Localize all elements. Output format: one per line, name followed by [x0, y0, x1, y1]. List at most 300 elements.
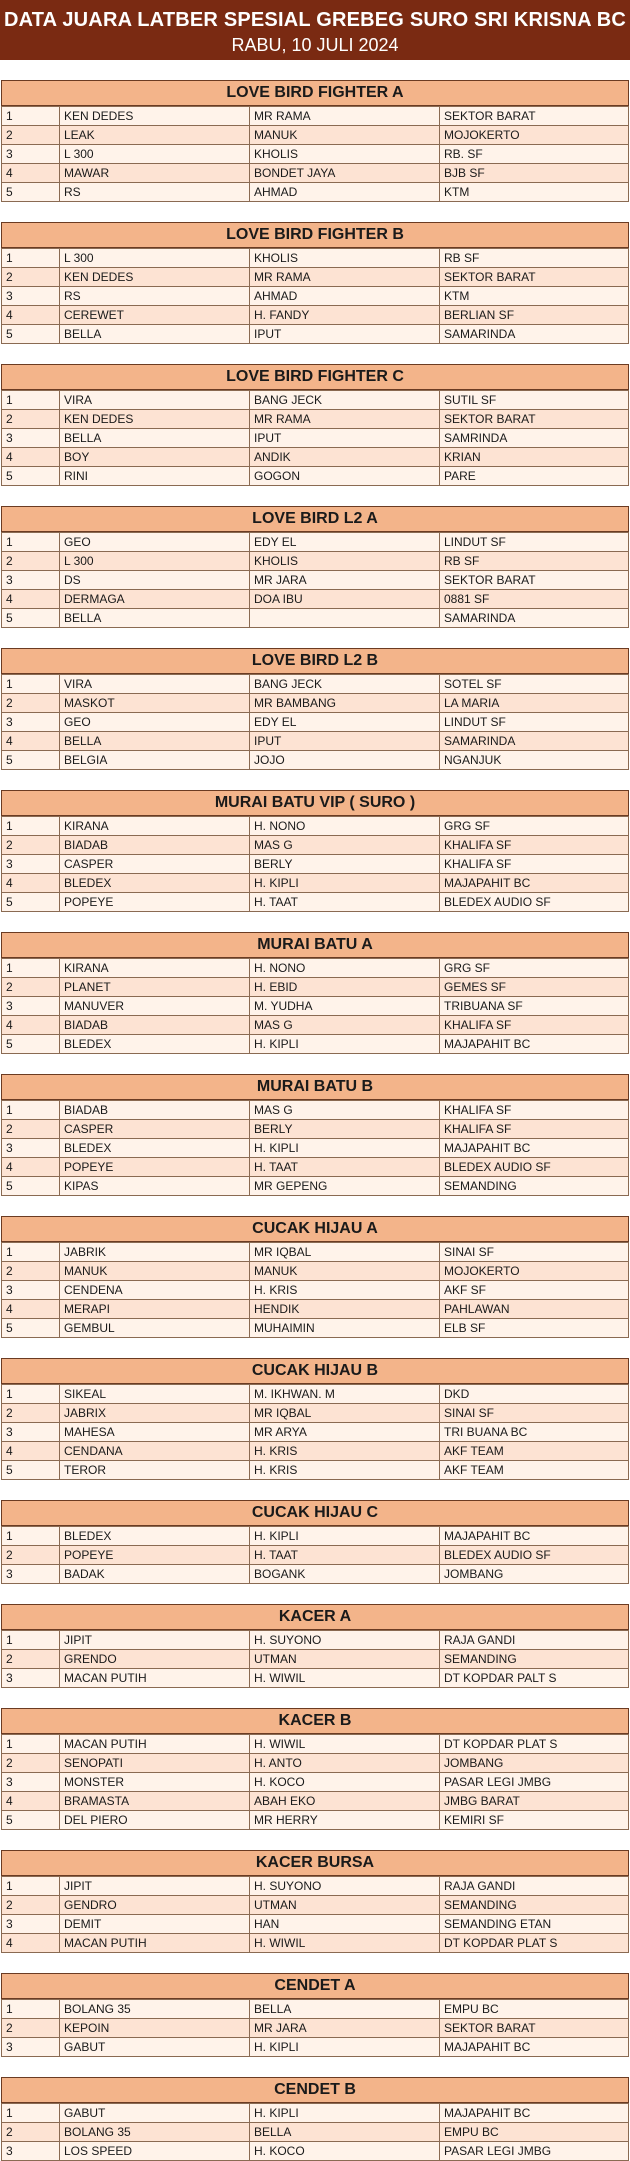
table-row — [2, 1650, 629, 1669]
rank-cell: 2 — [2, 1262, 60, 1281]
rank-cell: 5 — [2, 1461, 60, 1480]
owner-cell: H. KIPLI — [250, 1527, 440, 1546]
table-row — [2, 410, 629, 429]
bird-name-cell: L 300 — [60, 552, 250, 571]
team-cell: EMPU BC — [440, 2123, 629, 2142]
table-row — [2, 325, 629, 344]
results-table — [1, 958, 629, 1054]
results-table — [1, 1242, 629, 1338]
bird-name-cell: VIRA — [60, 675, 250, 694]
rank-cell: 2 — [2, 1404, 60, 1423]
owner-cell: MR IQBAL — [250, 1243, 440, 1262]
category-section — [1, 2077, 629, 2161]
table-row — [2, 1158, 629, 1177]
bird-name-cell: LEAK — [60, 126, 250, 145]
table-row — [2, 1177, 629, 1196]
team-cell: SEKTOR BARAT — [440, 2019, 629, 2038]
bird-name-cell: MERAPI — [60, 1300, 250, 1319]
team-cell: DT KOPDAR PLAT S — [440, 1934, 629, 1953]
table-row — [2, 448, 629, 467]
rank-cell: 2 — [2, 836, 60, 855]
table-row — [2, 2038, 629, 2057]
bird-name-cell: KIRANA — [60, 817, 250, 836]
rank-cell: 2 — [2, 268, 60, 287]
owner-cell: HAN — [250, 1915, 440, 1934]
category-title: CUCAK HIJAU C — [1, 1500, 629, 1526]
owner-cell: BANG JECK — [250, 391, 440, 410]
bird-name-cell: BIADAB — [60, 836, 250, 855]
bird-name-cell: MANUK — [60, 1262, 250, 1281]
category-section — [1, 506, 629, 628]
rank-cell: 1 — [2, 675, 60, 694]
category-title: CUCAK HIJAU A — [1, 1216, 629, 1242]
team-cell: DT KOPDAR PALT S — [440, 1669, 629, 1688]
results-table — [1, 1876, 629, 1953]
team-cell: AKF SF — [440, 1281, 629, 1300]
bird-name-cell: MACAN PUTIH — [60, 1735, 250, 1754]
team-cell: KHALIFA SF — [440, 1101, 629, 1120]
table-row — [2, 1934, 629, 1953]
owner-cell: JOJO — [250, 751, 440, 770]
bird-name-cell: BOLANG 35 — [60, 2000, 250, 2019]
bird-name-cell: CENDANA — [60, 1442, 250, 1461]
bird-name-cell: BOY — [60, 448, 250, 467]
bird-name-cell: BELLA — [60, 732, 250, 751]
results-table — [1, 1734, 629, 1830]
bird-name-cell: BELLA — [60, 325, 250, 344]
table-row — [2, 306, 629, 325]
team-cell: KTM — [440, 287, 629, 306]
category-title: CENDET B — [1, 2077, 629, 2103]
bird-name-cell: PLANET — [60, 978, 250, 997]
bird-name-cell: MAWAR — [60, 164, 250, 183]
team-cell: JOMBANG — [440, 1565, 629, 1584]
table-row — [2, 287, 629, 306]
table-row — [2, 1735, 629, 1754]
team-cell: NGANJUK — [440, 751, 629, 770]
bird-name-cell: VIRA — [60, 391, 250, 410]
team-cell: PAHLAWAN — [440, 1300, 629, 1319]
rank-cell: 1 — [2, 391, 60, 410]
owner-cell: H. TAAT — [250, 1158, 440, 1177]
bird-name-cell: JABRIK — [60, 1243, 250, 1262]
bird-name-cell: BLEDEX — [60, 1035, 250, 1054]
bird-name-cell: GABUT — [60, 2038, 250, 2057]
team-cell: BLEDEX AUDIO SF — [440, 1158, 629, 1177]
owner-cell: BELLA — [250, 2000, 440, 2019]
owner-cell — [250, 609, 440, 628]
owner-cell: IPUT — [250, 732, 440, 751]
team-cell: MAJAPAHIT BC — [440, 2104, 629, 2123]
bird-name-cell: L 300 — [60, 249, 250, 268]
owner-cell: MR RAMA — [250, 268, 440, 287]
team-cell: RAJA GANDI — [440, 1631, 629, 1650]
rank-cell: 3 — [2, 1915, 60, 1934]
rank-cell: 1 — [2, 1735, 60, 1754]
rank-cell: 4 — [2, 1300, 60, 1319]
rank-cell: 5 — [2, 1035, 60, 1054]
table-row — [2, 1016, 629, 1035]
owner-cell: H. SUYONO — [250, 1877, 440, 1896]
owner-cell: MR RAMA — [250, 410, 440, 429]
category-title: MURAI BATU B — [1, 1074, 629, 1100]
team-cell: TRI BUANA BC — [440, 1423, 629, 1442]
rank-cell: 3 — [2, 1565, 60, 1584]
rank-cell: 2 — [2, 1754, 60, 1773]
table-row — [2, 571, 629, 590]
category-title: KACER A — [1, 1604, 629, 1630]
bird-name-cell: BRAMASTA — [60, 1792, 250, 1811]
team-cell: KHALIFA SF — [440, 836, 629, 855]
team-cell: SEMANDING — [440, 1177, 629, 1196]
bird-name-cell: KEN DEDES — [60, 410, 250, 429]
owner-cell: BERLY — [250, 1120, 440, 1139]
rank-cell: 2 — [2, 126, 60, 145]
table-row — [2, 1631, 629, 1650]
team-cell: AKF TEAM — [440, 1442, 629, 1461]
table-row — [2, 1527, 629, 1546]
table-row — [2, 1281, 629, 1300]
results-table — [1, 816, 629, 912]
rank-cell: 2 — [2, 1546, 60, 1565]
owner-cell: UTMAN — [250, 1650, 440, 1669]
team-cell: BLEDEX AUDIO SF — [440, 893, 629, 912]
rank-cell: 5 — [2, 1177, 60, 1196]
category-section — [1, 1604, 629, 1688]
bird-name-cell: BELGIA — [60, 751, 250, 770]
bird-name-cell: MONSTER — [60, 1773, 250, 1792]
team-cell: GRG SF — [440, 817, 629, 836]
category-section — [1, 1500, 629, 1584]
bird-name-cell: KIRANA — [60, 959, 250, 978]
rank-cell: 4 — [2, 306, 60, 325]
rank-cell: 4 — [2, 874, 60, 893]
table-row — [2, 1442, 629, 1461]
rank-cell: 2 — [2, 2019, 60, 2038]
rank-cell: 1 — [2, 1101, 60, 1120]
category-section — [1, 1973, 629, 2057]
rank-cell: 4 — [2, 1934, 60, 1953]
bird-name-cell: DS — [60, 571, 250, 590]
rank-cell: 5 — [2, 751, 60, 770]
owner-cell: AHMAD — [250, 183, 440, 202]
rank-cell: 4 — [2, 590, 60, 609]
team-cell: SEKTOR BARAT — [440, 571, 629, 590]
team-cell: KTM — [440, 183, 629, 202]
rank-cell: 5 — [2, 893, 60, 912]
bird-name-cell: DEL PIERO — [60, 1811, 250, 1830]
team-cell: ELB SF — [440, 1319, 629, 1338]
owner-cell: H. NONO — [250, 817, 440, 836]
category-title: LOVE BIRD FIGHTER C — [1, 364, 629, 390]
bird-name-cell: KEN DEDES — [60, 107, 250, 126]
results-table — [1, 1100, 629, 1196]
bird-name-cell: BELLA — [60, 429, 250, 448]
rank-cell: 4 — [2, 1792, 60, 1811]
rank-cell: 1 — [2, 1877, 60, 1896]
category-title: MURAI BATU A — [1, 932, 629, 958]
owner-cell: MR IQBAL — [250, 1404, 440, 1423]
rank-cell: 4 — [2, 164, 60, 183]
table-row — [2, 1120, 629, 1139]
table-row — [2, 694, 629, 713]
bird-name-cell: MASKOT — [60, 694, 250, 713]
category-section — [1, 1358, 629, 1480]
bird-name-cell: RINI — [60, 467, 250, 486]
rank-cell: 3 — [2, 1139, 60, 1158]
rank-cell: 4 — [2, 1158, 60, 1177]
table-row — [2, 1754, 629, 1773]
team-cell: SEKTOR BARAT — [440, 107, 629, 126]
category-title: LOVE BIRD FIGHTER A — [1, 80, 629, 106]
owner-cell: H. NONO — [250, 959, 440, 978]
team-cell: JOMBANG — [440, 1754, 629, 1773]
bird-name-cell: TEROR — [60, 1461, 250, 1480]
team-cell: SEKTOR BARAT — [440, 410, 629, 429]
table-row — [2, 1300, 629, 1319]
table-row — [2, 391, 629, 410]
table-row — [2, 107, 629, 126]
owner-cell: H. KIPLI — [250, 1139, 440, 1158]
bird-name-cell: L 300 — [60, 145, 250, 164]
bird-name-cell: MANUVER — [60, 997, 250, 1016]
team-cell: SAMARINDA — [440, 325, 629, 344]
owner-cell: HENDIK — [250, 1300, 440, 1319]
rank-cell: 3 — [2, 2142, 60, 2161]
table-row — [2, 1262, 629, 1281]
category-section — [1, 790, 629, 912]
bird-name-cell: DERMAGA — [60, 590, 250, 609]
rank-cell: 1 — [2, 1385, 60, 1404]
bird-name-cell: CEREWET — [60, 306, 250, 325]
table-row — [2, 2104, 629, 2123]
owner-cell: H. TAAT — [250, 893, 440, 912]
results-list — [0, 80, 630, 2161]
rank-cell: 3 — [2, 429, 60, 448]
owner-cell: MANUK — [250, 126, 440, 145]
owner-cell: MR JARA — [250, 571, 440, 590]
bird-name-cell: CASPER — [60, 855, 250, 874]
table-row — [2, 429, 629, 448]
category-title: MURAI BATU VIP ( SURO ) — [1, 790, 629, 816]
category-title: KACER B — [1, 1708, 629, 1734]
team-cell: SINAI SF — [440, 1243, 629, 1262]
bird-name-cell: JIPIT — [60, 1631, 250, 1650]
team-cell: RB. SF — [440, 145, 629, 164]
rank-cell: 5 — [2, 1811, 60, 1830]
rank-cell: 2 — [2, 1896, 60, 1915]
team-cell: LINDUT SF — [440, 713, 629, 732]
owner-cell: H. KIPLI — [250, 874, 440, 893]
rank-cell: 2 — [2, 1650, 60, 1669]
owner-cell: UTMAN — [250, 1896, 440, 1915]
bird-name-cell: POPEYE — [60, 893, 250, 912]
bird-name-cell: KEPOIN — [60, 2019, 250, 2038]
table-row — [2, 1896, 629, 1915]
bird-name-cell: GABUT — [60, 2104, 250, 2123]
owner-cell: M. YUDHA — [250, 997, 440, 1016]
bird-name-cell: BLEDEX — [60, 1139, 250, 1158]
table-row — [2, 1915, 629, 1934]
team-cell: MOJOKERTO — [440, 126, 629, 145]
category-section — [1, 364, 629, 486]
team-cell: LINDUT SF — [440, 533, 629, 552]
bird-name-cell: RS — [60, 183, 250, 202]
table-row — [2, 1139, 629, 1158]
table-row — [2, 268, 629, 287]
team-cell: DKD — [440, 1385, 629, 1404]
table-row — [2, 1035, 629, 1054]
bird-name-cell: CASPER — [60, 1120, 250, 1139]
bird-name-cell: SENOPATI — [60, 1754, 250, 1773]
results-table — [1, 1526, 629, 1584]
owner-cell: H. KOCO — [250, 1773, 440, 1792]
category-title: CUCAK HIJAU B — [1, 1358, 629, 1384]
team-cell: SEMANDING — [440, 1650, 629, 1669]
bird-name-cell: MAHESA — [60, 1423, 250, 1442]
team-cell: RB SF — [440, 552, 629, 571]
team-cell: SINAI SF — [440, 1404, 629, 1423]
rank-cell: 1 — [2, 107, 60, 126]
table-row — [2, 1461, 629, 1480]
bird-name-cell: MACAN PUTIH — [60, 1934, 250, 1953]
owner-cell: M. IKHWAN. M — [250, 1385, 440, 1404]
owner-cell: H. SUYONO — [250, 1631, 440, 1650]
owner-cell: ANDIK — [250, 448, 440, 467]
owner-cell: MANUK — [250, 1262, 440, 1281]
table-row — [2, 855, 629, 874]
owner-cell: H. WIWIL — [250, 1735, 440, 1754]
team-cell: KHALIFA SF — [440, 1120, 629, 1139]
team-cell: SAMARINDA — [440, 732, 629, 751]
owner-cell: MR HERRY — [250, 1811, 440, 1830]
table-row — [2, 533, 629, 552]
table-row — [2, 590, 629, 609]
team-cell: MAJAPAHIT BC — [440, 1035, 629, 1054]
team-cell: SEKTOR BARAT — [440, 268, 629, 287]
bird-name-cell: POPEYE — [60, 1158, 250, 1177]
rank-cell: 5 — [2, 325, 60, 344]
owner-cell: MR JARA — [250, 2019, 440, 2038]
rank-cell: 1 — [2, 1243, 60, 1262]
rank-cell: 2 — [2, 978, 60, 997]
owner-cell: H. KRIS — [250, 1442, 440, 1461]
team-cell: RB SF — [440, 249, 629, 268]
bird-name-cell: BIADAB — [60, 1016, 250, 1035]
team-cell: SOTEL SF — [440, 675, 629, 694]
owner-cell: IPUT — [250, 325, 440, 344]
team-cell: MAJAPAHIT BC — [440, 874, 629, 893]
rank-cell: 3 — [2, 1423, 60, 1442]
team-cell: BLEDEX AUDIO SF — [440, 1546, 629, 1565]
page-header — [0, 0, 630, 60]
rank-cell: 5 — [2, 1319, 60, 1338]
owner-cell: H. KOCO — [250, 2142, 440, 2161]
owner-cell: MR GEPENG — [250, 1177, 440, 1196]
category-section — [1, 1708, 629, 1830]
owner-cell: MAS G — [250, 836, 440, 855]
owner-cell: ABAH EKO — [250, 1792, 440, 1811]
rank-cell: 1 — [2, 1631, 60, 1650]
team-cell: JMBG BARAT — [440, 1792, 629, 1811]
team-cell: KRIAN — [440, 448, 629, 467]
table-row — [2, 1546, 629, 1565]
team-cell: SEMANDING ETAN — [440, 1915, 629, 1934]
table-row — [2, 893, 629, 912]
table-row — [2, 713, 629, 732]
table-row — [2, 732, 629, 751]
team-cell: SAMRINDA — [440, 429, 629, 448]
rank-cell: 1 — [2, 1527, 60, 1546]
table-row — [2, 164, 629, 183]
results-table — [1, 106, 629, 202]
owner-cell: KHOLIS — [250, 552, 440, 571]
rank-cell: 3 — [2, 855, 60, 874]
table-row — [2, 2019, 629, 2038]
team-cell: BJB SF — [440, 164, 629, 183]
owner-cell: MR BAMBANG — [250, 694, 440, 713]
bird-name-cell: JIPIT — [60, 1877, 250, 1896]
team-cell: AKF TEAM — [440, 1461, 629, 1480]
bird-name-cell: SIKEAL — [60, 1385, 250, 1404]
table-row — [2, 249, 629, 268]
results-table — [1, 532, 629, 628]
results-table — [1, 1384, 629, 1480]
owner-cell: AHMAD — [250, 287, 440, 306]
table-row — [2, 145, 629, 164]
rank-cell: 1 — [2, 959, 60, 978]
owner-cell: BONDET JAYA — [250, 164, 440, 183]
owner-cell: BANG JECK — [250, 675, 440, 694]
team-cell: EMPU BC — [440, 2000, 629, 2019]
bird-name-cell: MACAN PUTIH — [60, 1669, 250, 1688]
table-row — [2, 978, 629, 997]
owner-cell: H. TAAT — [250, 1546, 440, 1565]
bird-name-cell: GEO — [60, 713, 250, 732]
table-row — [2, 959, 629, 978]
table-row — [2, 552, 629, 571]
table-row — [2, 1773, 629, 1792]
rank-cell: 4 — [2, 732, 60, 751]
table-row — [2, 1101, 629, 1120]
category-title: KACER BURSA — [1, 1850, 629, 1876]
rank-cell: 2 — [2, 1120, 60, 1139]
team-cell: PARE — [440, 467, 629, 486]
page-date: RABU, 10 JULI 2024 — [231, 35, 399, 55]
team-cell: KHALIFA SF — [440, 1016, 629, 1035]
bird-name-cell: GRENDO — [60, 1650, 250, 1669]
table-row — [2, 1404, 629, 1423]
table-row — [2, 751, 629, 770]
bird-name-cell: BLEDEX — [60, 874, 250, 893]
rank-cell: 1 — [2, 249, 60, 268]
owner-cell: EDY EL — [250, 533, 440, 552]
owner-cell: H. KIPLI — [250, 1035, 440, 1054]
team-cell: KEMIRI SF — [440, 1811, 629, 1830]
rank-cell: 3 — [2, 145, 60, 164]
team-cell: KHALIFA SF — [440, 855, 629, 874]
category-section — [1, 1074, 629, 1196]
category-title: CENDET A — [1, 1973, 629, 1999]
bird-name-cell: BIADAB — [60, 1101, 250, 1120]
table-row — [2, 1385, 629, 1404]
team-cell: PASAR LEGI JMBG — [440, 2142, 629, 2161]
rank-cell: 3 — [2, 1281, 60, 1300]
rank-cell: 4 — [2, 448, 60, 467]
table-row — [2, 997, 629, 1016]
rank-cell: 3 — [2, 2038, 60, 2057]
owner-cell: MUHAIMIN — [250, 1319, 440, 1338]
